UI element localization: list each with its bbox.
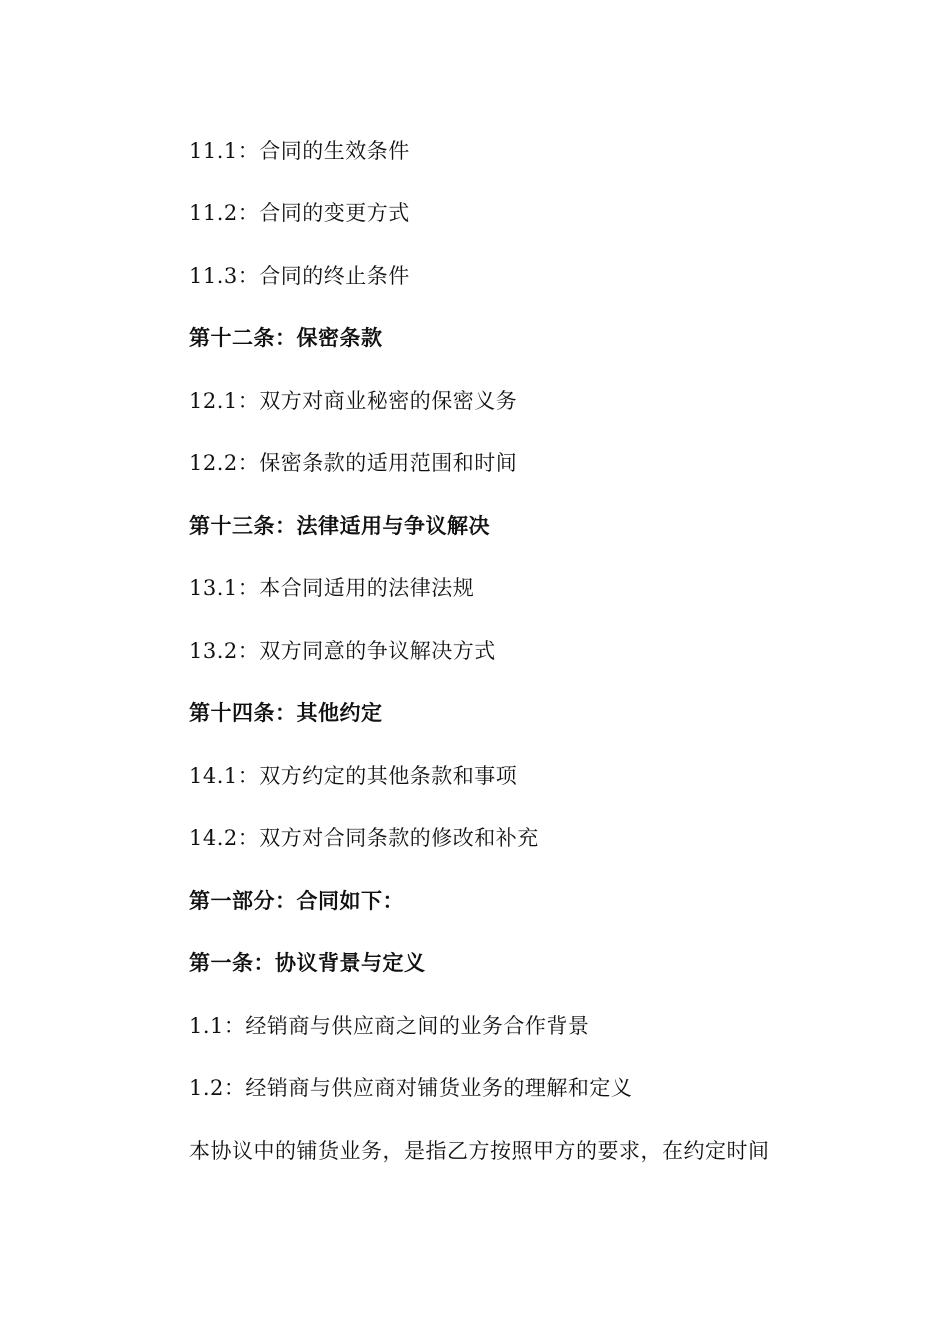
clause-13-2: 13.2：双方同意的争议解决方式 (189, 639, 496, 663)
clause-1-1: 1.1：经销商与供应商之间的业务合作背景 (189, 1014, 590, 1038)
article-13-heading: 第十三条：法律适用与争议解决 (189, 513, 490, 538)
clause-14-2: 14.2：双方对合同条款的修改和补充 (189, 826, 539, 850)
article-12-heading: 第十二条：保密条款 (189, 325, 383, 350)
body-paragraph: 本协议中的铺货业务，是指乙方按照甲方的要求，在约定时间 (189, 1139, 770, 1163)
clause-11-3: 11.3：合同的终止条件 (189, 264, 410, 288)
clause-1-2: 1.2：经销商与供应商对铺货业务的理解和定义 (189, 1076, 633, 1100)
clause-14-1: 14.1：双方约定的其他条款和事项 (189, 764, 518, 788)
article-14-heading: 第十四条：其他约定 (189, 700, 383, 725)
article-1-heading: 第一条：协议背景与定义 (189, 950, 426, 975)
clause-12-1: 12.1：双方对商业秘密的保密义务 (189, 389, 518, 413)
clause-13-1: 13.1：本合同适用的法律法规 (189, 576, 475, 600)
clause-12-2: 12.2：保密条款的适用范围和时间 (189, 451, 518, 475)
part-1-heading: 第一部分：合同如下： (189, 888, 404, 913)
clause-11-2: 11.2：合同的变更方式 (189, 201, 410, 225)
clause-11-1: 11.1：合同的生效条件 (189, 139, 410, 163)
